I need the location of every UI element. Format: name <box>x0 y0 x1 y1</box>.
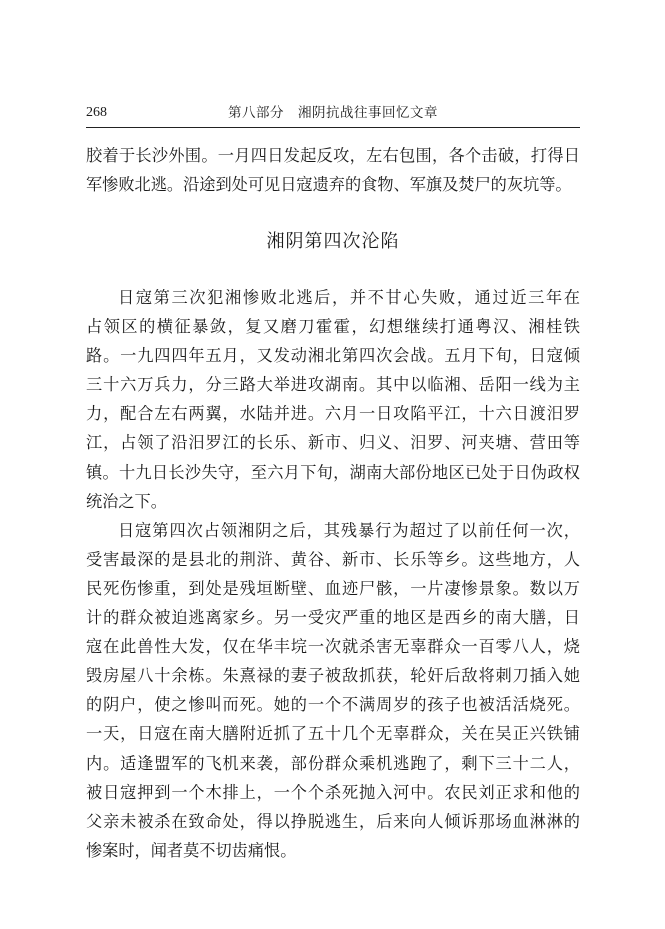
text-line: 民死伤惨重，到处是残垣断壁、血迹尸骸，一片凄惨景象。数以万 <box>86 578 580 598</box>
section-title: 第八部分 湘阴抗战往事回忆文章 <box>228 105 438 121</box>
text-line: 父亲未被杀在致命处，得以挣脱逃生，后来向人倾诉那场血淋淋的 <box>86 811 580 831</box>
text-line: 日寇第四次占领湘阴之后，其残暴行为超过了以前任何一次， <box>118 520 580 540</box>
text-line: 惨案时，闻者莫不切齿痛恨。 <box>86 840 297 860</box>
text-line: 一天，日寇在南大膳附近抓了五十几个无辜群众，关在吴正兴铁铺 <box>86 724 580 744</box>
chapter-title: 湘阴第四次沦陷 <box>266 231 400 252</box>
continued-paragraph <box>86 141 580 199</box>
paragraph-2 <box>86 516 580 865</box>
text-line: 胶着于长沙外围。一月四日发起反攻，左右包围，各个击破，打得日 <box>86 146 580 165</box>
body-text <box>86 283 580 865</box>
text-line: 计的群众被迫逃离家乡。另一受灾严重的地区是西乡的南大膳，日 <box>86 608 580 628</box>
page-number: 268 <box>86 105 107 120</box>
text-line: 江，占领了沿汨罗江的长乐、新市、归义、汨罗、河夹塘、营田等 <box>86 433 580 453</box>
text-line: 三十六万兵力，分三路大举进攻湖南。其中以临湘、岳阳一线为主 <box>86 375 580 395</box>
text-line: 军惨败北逃。沿途到处可见日寇遗弃的食物、军旗及焚尸的灰坑等。 <box>86 175 572 195</box>
text-line: 被日寇押到一个木排上，一个个杀死抛入河中。农民刘正求和他的 <box>86 782 580 802</box>
text-line: 受害最深的是县北的荆浒、黄谷、新市、长乐等乡。这些地方，人 <box>86 549 580 569</box>
text-line: 占领区的横征暴敛，复又磨刀霍霍，幻想继续打通粤汉、湘桂铁 <box>86 317 580 337</box>
text-line: 力，配合左右两翼，水陆并进。六月一日攻陷平江，十六日渡汨罗 <box>86 404 580 424</box>
text-line: 毁房屋八十余栋。朱熹禄的妻子被敌抓获，轮奸后敌将刺刀插入她 <box>86 666 580 686</box>
text-line: 镇。十九日长沙失守，至六月下旬，湖南大部份地区已处于日伪政权 <box>86 462 580 482</box>
text-line: 路。一九四四年五月，又发动湘北第四次会战。五月下旬，日寇倾 <box>86 346 580 366</box>
text-line: 寇在此兽性大发，仅在华丰垸一次就杀害无辜群众一百零八人，烧 <box>86 637 580 657</box>
text-line: 统治之下。 <box>86 491 167 511</box>
text-line: 内。适逢盟军的飞机来袭，部份群众乘机逃跑了，剩下三十二人， <box>86 753 580 773</box>
running-header <box>86 103 580 128</box>
paragraph-1 <box>86 283 580 516</box>
text-line: 的阴户，使之惨叫而死。她的一个不满周岁的孩子也被活活烧死。 <box>86 695 580 715</box>
text-line: 日寇第三次犯湘惨败北逃后，并不甘心失败，通过近三年在 <box>118 288 580 307</box>
